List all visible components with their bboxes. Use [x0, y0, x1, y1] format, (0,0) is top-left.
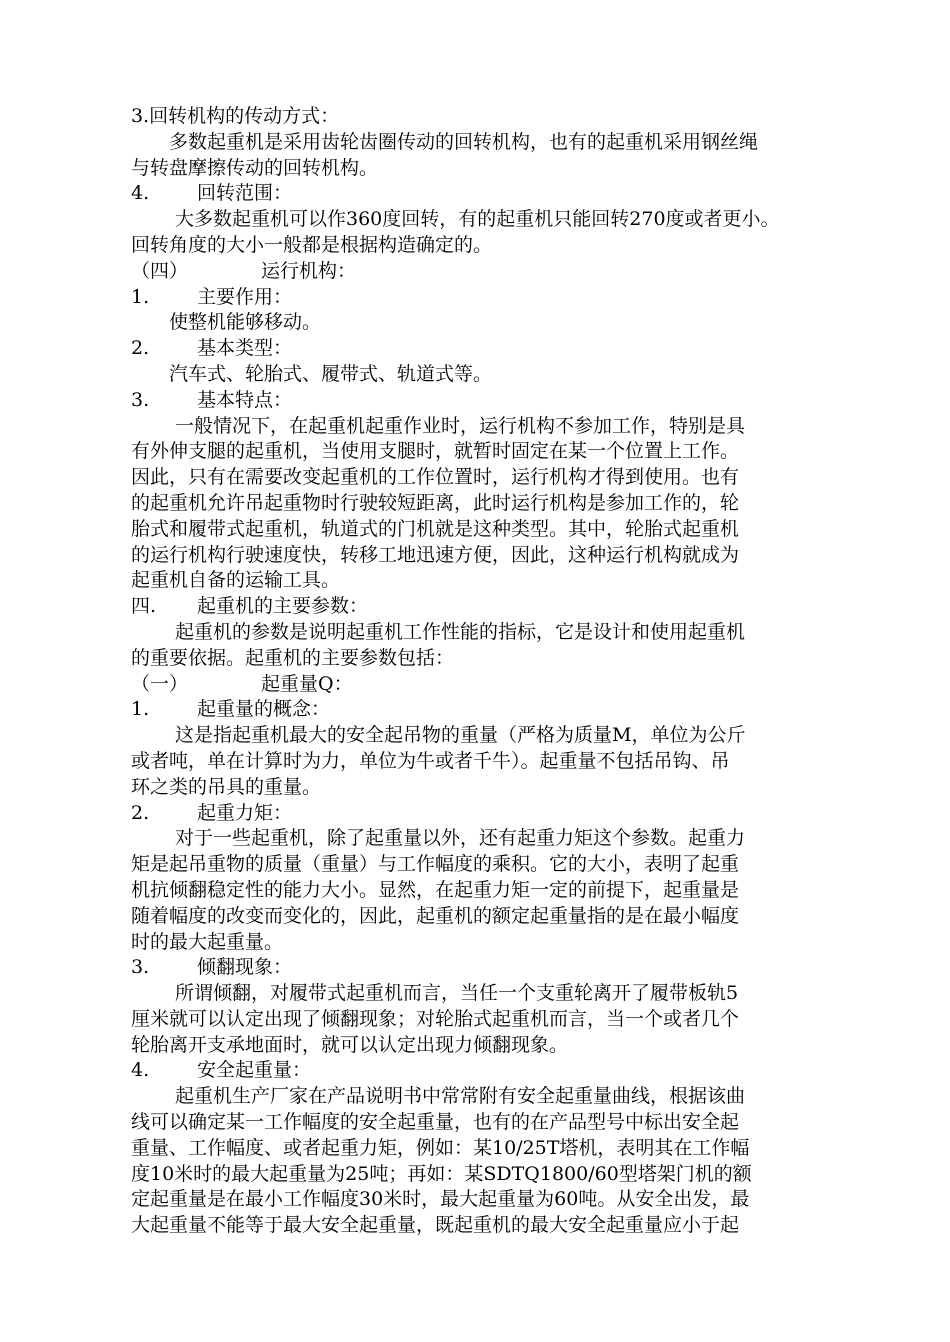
heading-text: 运行机构： — [261, 259, 357, 282]
text-line: 起重机自备的运输工具。 — [131, 569, 341, 592]
section-number: （一） — [131, 672, 189, 695]
text-line: 与转盘摩擦传动的回转机构。 — [131, 156, 379, 179]
list-number: 1. — [131, 698, 150, 721]
text-line: 大起重量不能等于最大安全起重量，既起重机的最大安全起重量应小于起 — [131, 1214, 740, 1237]
text-line: 起重机的参数是说明起重机工作性能的指标，它是设计和使用起重机 — [175, 620, 746, 643]
text-line: 厘米就可以认定出现了倾翻现象；对轮胎式起重机而言，当一个或者几个 — [131, 1007, 740, 1030]
text-line: 随着幅度的改变而变化的，因此，起重机的额定起重量指的是在最小幅度 — [131, 904, 740, 927]
heading-text: 起重量的概念： — [197, 698, 331, 721]
text-line: 定起重量是在最小工作幅度30米时，最大起重量为60吨。从安全出发，最 — [131, 1188, 750, 1211]
text-line: 有外伸支腿的起重机，当使用支腿时，就暂时固定在某一个位置上工作。 — [131, 440, 740, 463]
text-line: 重量、工作幅度、或者起重力矩，例如：某10/25T塔机，表明其在工作幅 — [131, 1136, 750, 1159]
list-heading — [131, 955, 843, 981]
text-line: 回转角度的大小一般都是根据构造确定的。 — [131, 233, 493, 256]
list-number: 3. — [131, 388, 150, 411]
text-line: 起重机生产厂家在产品说明书中常常附有安全起重量曲线，根据该曲 — [175, 1085, 746, 1108]
text-line: 对于一些起重机，除了起重量以外，还有起重力矩这个参数。起重力 — [175, 827, 746, 850]
heading-text: 起重机的主要参数： — [197, 595, 369, 618]
text-line: 的运行机构行驶速度快，转移工地迅速方便，因此，这种运行机构就成为 — [131, 543, 740, 566]
heading-text: 起重力矩： — [197, 801, 293, 824]
text-line: 度10米时的最大起重量为25吨；再如：某SDTQ1800/60型塔架门机的额 — [131, 1162, 752, 1185]
list-heading — [131, 1058, 843, 1084]
list-number: 2. — [131, 801, 150, 824]
text-line: 所谓倾翻，对履带式起重机而言，当任一个支重轮离开了履带板轨5 — [175, 982, 739, 1005]
text-line: 或者吨，单在计算时为力，单位为牛或者千牛）。起重量不包括吊钩、吊 — [131, 749, 730, 772]
section-heading — [131, 594, 843, 620]
list-heading — [131, 801, 843, 827]
list-heading — [131, 697, 843, 723]
text-line: 时的最大起重量。 — [131, 930, 284, 953]
list-heading — [131, 388, 843, 414]
list-number: 4. — [131, 1059, 150, 1082]
heading-text: 基本类型： — [197, 337, 293, 360]
list-heading — [131, 285, 843, 311]
text-line: 多数起重机是采用齿轮齿圈传动的回转机构，也有的起重机采用钢丝绳 — [169, 130, 759, 153]
list-heading — [131, 336, 843, 362]
text-line: 因此，只有在需要改变起重机的工作位置时，运行机构才得到使用。也有 — [131, 466, 740, 489]
text-line: 矩是起吊重物的质量（重量）与工作幅度的乘积。它的大小，表明了起重 — [131, 853, 740, 876]
text-line: 的重要依据。起重机的主要参数包括： — [131, 646, 455, 669]
list-number: 1. — [131, 285, 150, 308]
section-number: （四） — [131, 259, 189, 282]
text-line: 3.回转机构的传动方式： — [131, 105, 340, 127]
document-page — [131, 104, 843, 1239]
list-number: 4. — [131, 182, 150, 205]
section-number: 四. — [131, 595, 157, 618]
text-line: 一般情况下，在起重机起重作业时，运行机构不参加工作，特别是具 — [175, 414, 746, 437]
section-heading — [131, 672, 843, 698]
text-line: 胎式和履带式起重机，轨道式的门机就是这种类型。其中，轮胎式起重机 — [131, 517, 740, 540]
text-line: 环之类的吊具的重量。 — [131, 775, 322, 798]
text-line: 大多数起重机可以作360度回转，有的起重机只能回转270度或者更小。 — [175, 208, 780, 231]
list-number: 2. — [131, 337, 150, 360]
heading-text: 倾翻现象： — [197, 956, 293, 979]
heading-text: 起重量Q： — [261, 672, 353, 695]
list-number: 3. — [131, 956, 150, 979]
heading-text: 基本特点： — [197, 388, 293, 411]
text-line: 轮胎离开支承地面时，就可以认定出现力倾翻现象。 — [131, 1033, 569, 1056]
heading-text: 回转范围： — [197, 182, 293, 205]
section-heading — [131, 259, 843, 285]
text-line: 使整机能够移动。 — [169, 311, 322, 334]
text-line: 的起重机允许吊起重物时行驶较短距离，此时运行机构是参加工作的，轮 — [131, 491, 740, 514]
heading-text: 安全起重量： — [197, 1059, 312, 1082]
list-heading — [131, 181, 843, 207]
text-line: 机抗倾翻稳定性的能力大小。显然，在起重力矩一定的前提下，起重量是 — [131, 878, 740, 901]
text-line: 汽车式、轮胎式、履带式、轨道式等。 — [169, 362, 493, 385]
heading-text: 主要作用： — [197, 285, 293, 308]
text-line: 线可以确定某一工作幅度的安全起重量，也有的在产品型号中标出安全起 — [131, 1111, 740, 1134]
text-line: 这是指起重机最大的安全起吊物的重量（严格为质量M，单位为公斤 — [175, 724, 746, 747]
